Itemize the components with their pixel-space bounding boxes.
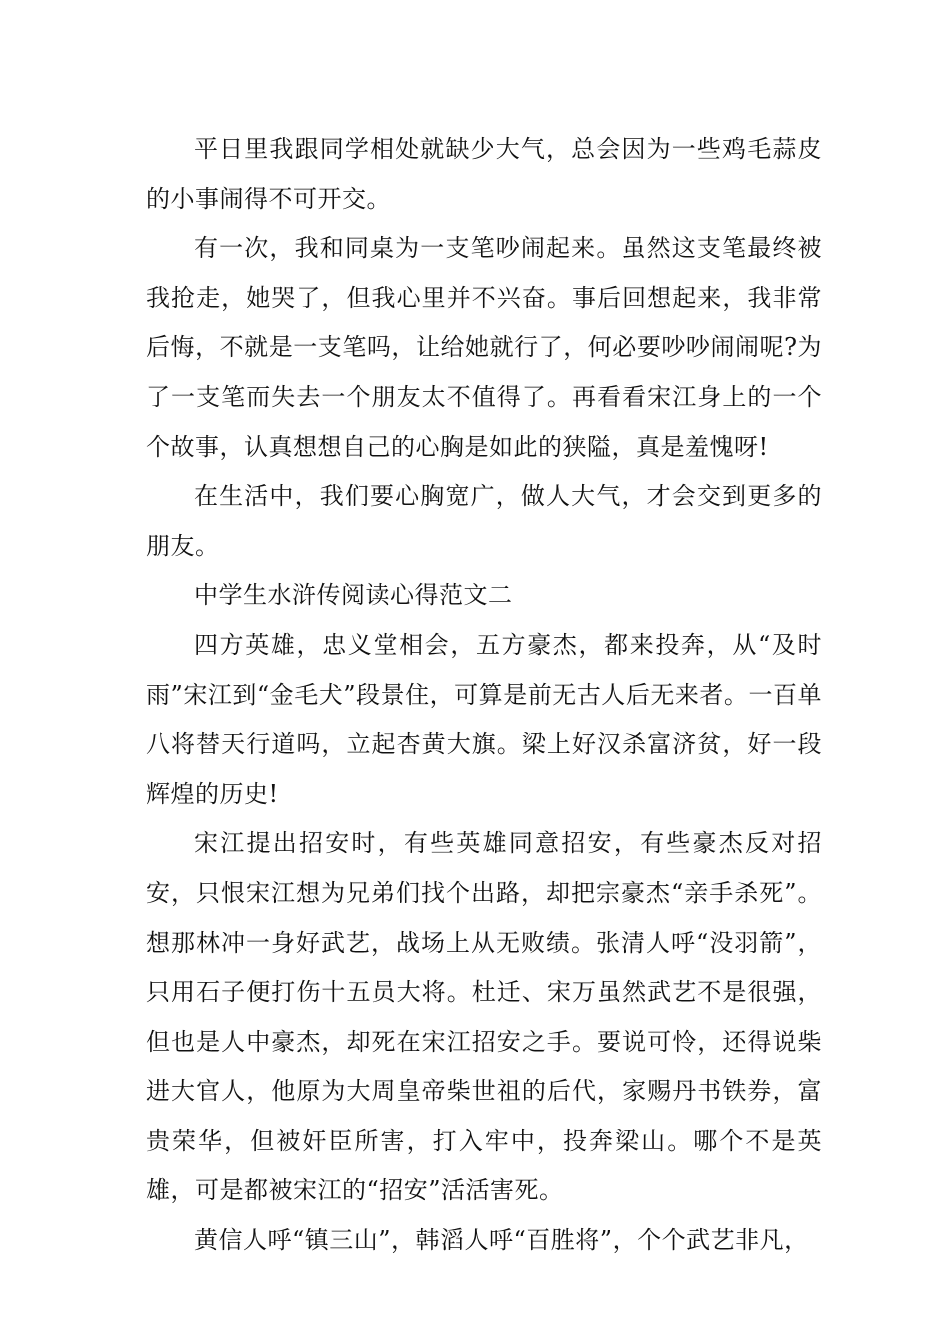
paragraph-6: 黄信人呼“镇三山”，韩滔人呼“百胜将”，个个武艺非凡， [194,1226,809,1255]
paragraph-5: 宋江提出招安时，有些英雄同意招安，有些豪杰反对招安，只恨宋江想为兄弟们找个出路，却把宗豪杰“亲手杀死”。想那林冲一身好武艺，战场上从无败绩。张清人呼“没羽箭”，只用石子便打伤十五员大将。杜迁、宋万虽然武艺不是很强，但也是人中豪杰，却死在宋江招安之手。要说可怜，还得说柴进大官人，他原为大周皇帝柴世祖的后代，家赐丹书铁券，富贵荣华，但被奸臣所害，打入牢中，投奔梁山。哪个不是英雄，可是都被宋江的“招安”活活害死。 [146,829,822,1205]
section-heading: 中学生水浒传阅读心得范文二 [194,581,513,610]
paragraph-4: 四方英雄，忠义堂相会，五方豪杰，都来投奔，从“及时雨”宋江到“金毛犬”段景住，可算是前无古人后无来者。一百单八将替天行道吗，立起杏黄大旗。梁上好汉杀富济贫，好一段辉煌的历史! [146,630,822,808]
paragraph-3: 在生活中，我们要心胸宽广，做人大气，才会交到更多的朋友。 [146,482,822,560]
paragraph-2: 有一次，我和同桌为一支笔吵闹起来。虽然这支笔最终被我抢走，她哭了，但我心里并不兴奋。事后回想起来，我非常后悔，不就是一支笔吗，让给她就行了，何必要吵吵闹闹呢?为了一支笔而失去一个朋友太不值得了。再看看宋江身上的一个个故事，认真想想自己的心胸是如此的狭隘，真是羞愧呀! [146,234,822,461]
paragraph-1: 平日里我跟同学相处就缺少大气，总会因为一些鸡毛蒜皮的小事闹得不可开交。 [146,135,822,213]
document-page [146,125,822,1266]
